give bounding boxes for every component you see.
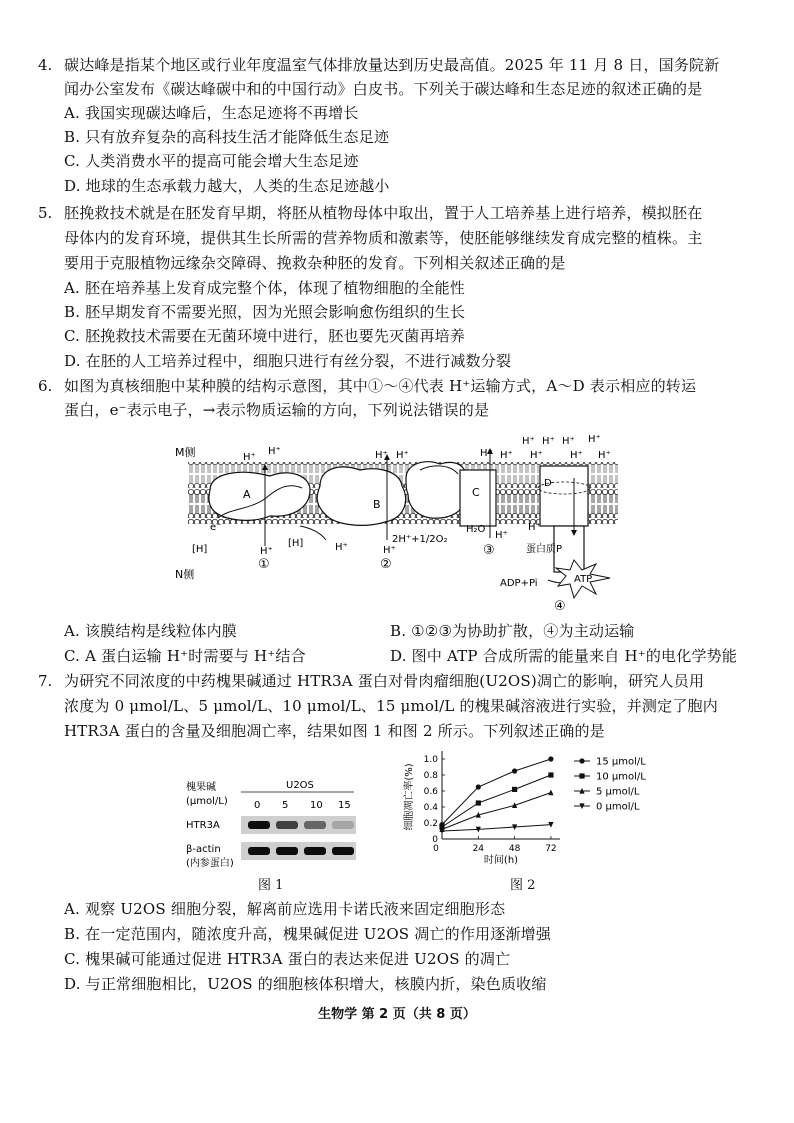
h-m-11: H⁺ [530, 450, 543, 461]
series-line [442, 793, 551, 830]
y-tick-label: 0.6 [423, 787, 438, 797]
data-point [579, 758, 584, 763]
q6-stem-line2: 蛋白，e⁻表示电子，→表示物质运输的方向，下列说法错误的是 [64, 401, 490, 419]
circle-4: ④ [554, 599, 566, 614]
h-m-5: H⁺ [480, 448, 493, 459]
reaction-label: 2H⁺+1/2O₂ [392, 534, 448, 545]
series-group [439, 772, 553, 829]
protein-d [540, 466, 588, 526]
legend-label: 0 μmol/L [596, 801, 640, 813]
q6-option-d: D. 图中 ATP 合成所需的能量来自 H⁺的电化学势能 [390, 647, 738, 665]
circle-2: ② [380, 557, 392, 572]
x-tick-label: 0 [433, 844, 439, 854]
adp-label: ADP+Pi [500, 578, 538, 589]
bracket-h-2-arrow [300, 526, 326, 540]
q5-option-b: B. 胚早期发育不需要光照，因为光照会影响愈伤组织的生长 [64, 303, 466, 321]
q5-stem-line1: 胚挽救技术就是在胚发育早期，将胚从植物母体中取出，置于人工培养基上进行培养，模拟胚在 [64, 204, 703, 222]
h-m-4: H⁺ [396, 450, 409, 461]
protein-c-label: C [472, 486, 480, 499]
h-n-2: H⁺ [335, 542, 348, 553]
fig1-row1-label: HTR3A [186, 820, 220, 831]
m-side-label: M侧 [175, 446, 196, 459]
y-axis-label: 细胞凋亡率(%) [404, 763, 415, 831]
legend-label: 15 μmol/L [596, 756, 646, 768]
circle-3: ③ [483, 543, 495, 558]
data-point [579, 773, 584, 778]
q4-number: 4. [38, 56, 53, 74]
fig1-htr3a-band [276, 821, 298, 829]
fig1-htr3a-band [332, 821, 354, 829]
q5-number: 5. [38, 204, 53, 222]
fig1-row2-sublabel: (内参蛋白) [186, 858, 234, 869]
q7-stem-line2: 浓度为 0 μmol/L、5 μmol/L、10 μmol/L、15 μmol/L 的槐果碱溶液进行实验，并测定了胞内 [64, 697, 718, 715]
q7-option-a: A. 观察 U2OS 细胞分裂，解离前应选用卡诺氏液来固定细胞形态 [64, 900, 506, 918]
fig1-conc-label: 10 [310, 800, 323, 811]
q5-option-d: D. 在胚的人工培养过程中，细胞只进行有丝分裂，不进行减数分裂 [64, 352, 512, 370]
apoptosis-line-chart [400, 745, 700, 870]
h-n-5: H⁺ [528, 522, 541, 533]
fig1-conc-label: 0 [254, 800, 261, 811]
protein-c-left [406, 462, 467, 519]
x-axis-label: 时间(h) [483, 855, 519, 866]
fig1-cell-label: U2OS [286, 780, 314, 791]
q7-number: 7. [38, 672, 53, 690]
q6-option-c: C. A 蛋白运输 H⁺时需要与 H⁺结合 [64, 647, 306, 665]
h-m-8: H⁺ [542, 436, 555, 447]
fig2-caption: 图 2 [510, 878, 536, 893]
fig1-row2-label: β-actin [186, 844, 221, 855]
legend-label: 10 μmol/L [596, 771, 646, 783]
h-m-6: H⁺ [500, 450, 513, 461]
q7-option-c: C. 槐果碱可能通过促进 HTR3A 蛋白的表达来促进 U2OS 的凋亡 [64, 950, 511, 968]
h-m-7: H⁺ [522, 436, 535, 447]
fig1-actin-band [276, 847, 298, 855]
legend-label: 5 μmol/L [596, 786, 640, 798]
series-line [442, 759, 551, 825]
data-point [512, 768, 517, 773]
page-footer: 生物学 第 2 页（共 8 页） [318, 1007, 476, 1022]
membrane-diagram [170, 428, 640, 618]
h-m-9: H⁺ [562, 436, 575, 447]
x-tick-label: 48 [508, 844, 521, 854]
atp-label: ATP [574, 574, 593, 585]
y-tick-label: 0.4 [423, 803, 438, 813]
fig1-caption: 图 1 [258, 878, 284, 893]
q5-stem-line3: 要用于克服植物远缘杂交障碍、挽救杂种胚的发育。下列相关叙述正确的是 [64, 254, 566, 272]
q4-option-a: A. 我国实现碳达峰后，生态足迹将不再增长 [64, 104, 359, 122]
protein-d-label: D [544, 478, 552, 489]
h-m-3: H⁺ [375, 450, 388, 461]
protein-b [317, 467, 405, 525]
series-line [442, 825, 551, 831]
fig1-htr3a-band [304, 821, 326, 829]
fig1-conc-label: 15 [338, 800, 351, 811]
h-n-4: H⁺ [495, 530, 508, 541]
bracket-h-1: [H] [192, 544, 208, 555]
q7-option-d: D. 与正常细胞相比，U2OS 的细胞核体积增大，核膜内折，染色质收缩 [64, 975, 547, 993]
electron-label: e⁻ [210, 522, 222, 533]
q5-option-a: A. 胚在培养基上发育成完整个体，体现了植物细胞的全能性 [64, 279, 465, 297]
data-point [476, 800, 481, 805]
water-label: H₂O [466, 524, 486, 535]
protein-b-label: B [373, 498, 381, 511]
fig1-htr3a-band [248, 821, 270, 829]
q5-stem-line2: 母体内的发育环境，提供其生长所需的营养物质和激素等，使胚能够继续发育成完整的植株。主 [64, 229, 703, 247]
fig1-unit-label: (μmol/L) [186, 796, 228, 807]
series-group [439, 756, 553, 827]
series-line [442, 775, 551, 827]
q7-option-b: B. 在一定范围内，随浓度升高，槐果碱促进 U2OS 凋亡的作用逐渐增强 [64, 925, 552, 943]
q6-number: 6. [38, 377, 53, 395]
q5-option-c: C. 胚挽救技术需要在无菌环境中进行，胚也要先灭菌再培养 [64, 327, 466, 345]
q4-stem-line1: 碳达峰是指某个地区或行业年度温室气体排放量达到历史最高值。2025 年 11 月 8 日，国务院新 [64, 56, 720, 74]
data-point [548, 790, 553, 796]
h-n-3: H⁺ [383, 545, 396, 556]
h-m-2: H⁺ [268, 446, 281, 457]
q7-stem-line3: HTR3A 蛋白的含量及细胞凋亡率，结果如图 1 和图 2 所示。下列叙述正确的是 [64, 722, 605, 740]
data-point [512, 787, 517, 792]
q7-stem-line1: 为研究不同浓度的中药槐果碱通过 HTR3A 蛋白对骨肉瘤细胞(U2OS)凋亡的影响，研究人员用 [64, 672, 705, 690]
x-tick-label: 72 [545, 844, 557, 854]
y-tick-label: 1.0 [423, 755, 438, 765]
x-tick-label: 24 [472, 844, 485, 854]
fig1-actin-band [248, 847, 270, 855]
h-m-1: H⁺ [243, 452, 256, 463]
data-point [476, 784, 481, 789]
q6-stem-line1: 如图为真核细胞中某种膜的结构示意图，其中①～④代表 H⁺运输方式，A～D 表示相应的转运 [64, 377, 697, 395]
y-tick-label: 0.2 [423, 819, 438, 829]
bracket-h-2: [H] [288, 538, 304, 549]
q6-option-b: B. ①②③为协助扩散，④为主动运输 [390, 622, 635, 640]
h-m-12: H⁺ [570, 450, 583, 461]
y-tick-label: 0.8 [423, 771, 438, 781]
n-side-label: N侧 [175, 568, 195, 581]
q6-option-a: A. 该膜结构是线粒体内膜 [64, 622, 237, 640]
protein-a-label: A [243, 488, 251, 501]
h-m-10: H⁺ [588, 434, 601, 445]
q4-option-d: D. 地球的生态承载力越大，人类的生态足迹越小 [64, 177, 390, 195]
western-blot-figure [186, 776, 366, 876]
q4-option-b: B. 只有放弃复杂的高科技生活才能降低生态足迹 [64, 128, 390, 146]
circle-1: ① [258, 557, 270, 572]
fig1-concentration-labels [254, 800, 351, 811]
q4-option-c: C. 人类消费水平的提高可能会增大生态足迹 [64, 152, 359, 170]
fig1-drug-label: 槐果碱 [186, 782, 216, 793]
fig1-actin-band [304, 847, 326, 855]
h-m-13: H⁺ [598, 450, 611, 461]
data-point [548, 772, 553, 777]
fig1-conc-label: 5 [282, 800, 289, 811]
data-point [548, 756, 553, 761]
y-tick-label: 0 [432, 835, 438, 845]
h-n-1: H⁺ [260, 546, 273, 557]
q4-stem-line2: 闻办公室发布《碳达峰碳中和的中国行动》白皮书。下列关于碳达峰和生态足迹的叙述正确的是 [64, 80, 703, 98]
protein-p-label: 蛋白质P [526, 544, 563, 555]
fig1-actin-band [332, 847, 354, 855]
